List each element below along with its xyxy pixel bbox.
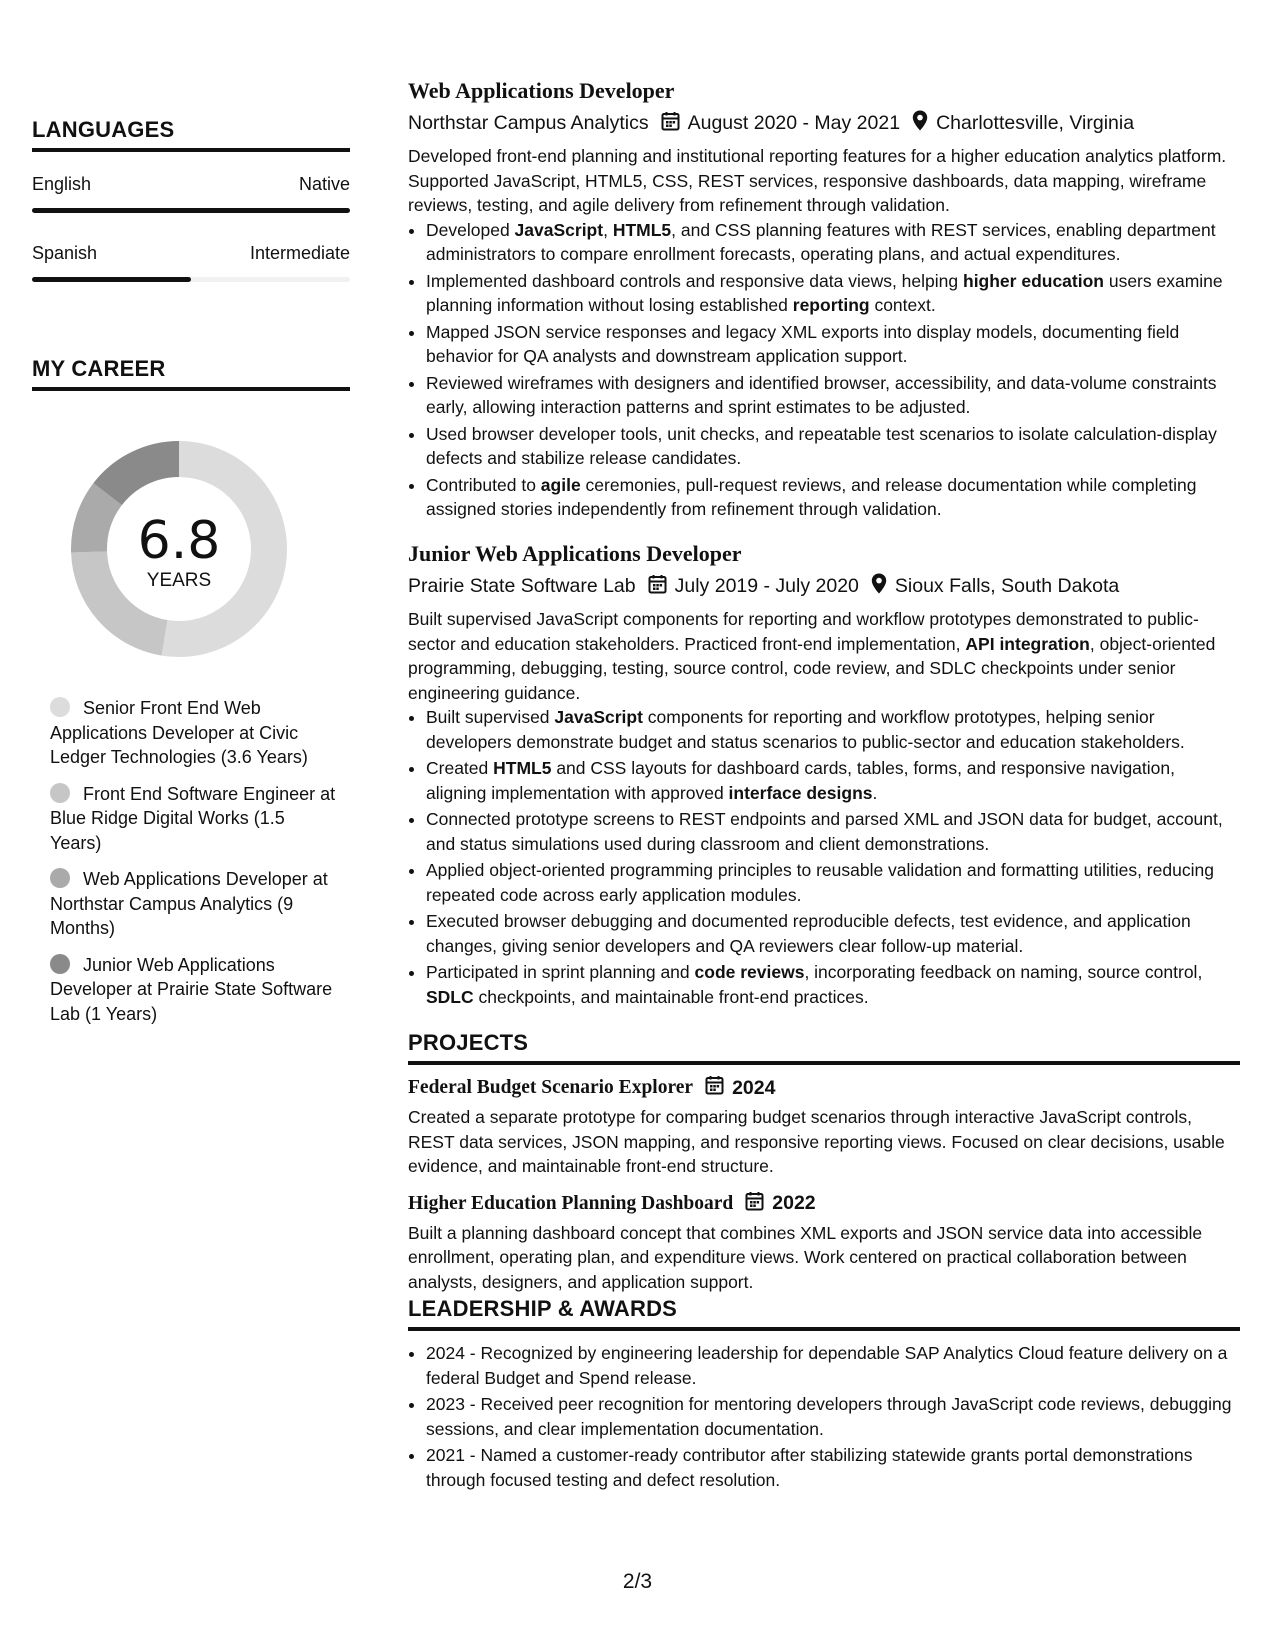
project-description: Created a separate prototype for comparing budget scenarios through interactive JavaScript controls, REST data services, JSON mapping, and responsive reporting views. Focused on clear decisions, usable evidence, and maintainable front-end structure. bbox=[408, 1107, 1225, 1176]
legend-dot bbox=[50, 783, 70, 803]
bullet-item: • Created HTML5 and CSS layouts for dashboard cards, tables, forms, and responsive navigation, aligning implementation with approved interface designs. bbox=[426, 756, 1240, 805]
job-description: Developed front-end planning and institutional reporting features for a higher education analytics platform. Supported JavaScript, HTML5, CSS, REST services, responsive dashboards, data mapping, wireframe reviews, testing, and agile delivery from refinement through validation. bbox=[408, 146, 1227, 215]
job-bullets bbox=[408, 218, 1240, 522]
bullet-item: • Mapped JSON service responses and legacy XML exports into display models, documenting field behavior for QA analysts and downstream application support. bbox=[426, 320, 1240, 369]
job-dates: August 2020 - May 2021 bbox=[687, 112, 901, 134]
legend-item bbox=[50, 782, 340, 856]
language-proficiency-fill bbox=[32, 208, 350, 213]
project-name: Federal Budget Scenario Explorer bbox=[408, 1077, 694, 1098]
bullet-item: • Built supervised JavaScript components for reporting and workflow prototypes, helping senior developers demonstrate budget and status scenarios to public-sector and education stakeholders. bbox=[426, 705, 1240, 754]
bullet-item: • Reviewed wireframes with designers and identified browser, accessibility, and data-volume constraints early, allowing interaction patterns and sprint estimates to be adjusted. bbox=[426, 371, 1240, 420]
page-number: 2/3 bbox=[622, 1570, 653, 1593]
projects-section bbox=[408, 1030, 1240, 1294]
job-company: Northstar Campus Analytics bbox=[408, 112, 649, 134]
job-location: Charlottesville, Virginia bbox=[936, 112, 1135, 134]
job-entry bbox=[408, 78, 1240, 524]
legend-item bbox=[50, 953, 340, 1027]
language-proficiency-fill bbox=[32, 277, 191, 282]
bullet-item: • Applied object-oriented programming principles to reusable validation and formatting utilities, reducing repeated code across early application modules. bbox=[426, 858, 1240, 907]
bullet-item: • Implemented dashboard controls and responsive data views, helping higher education users examine planning information without losing established reporting context. bbox=[426, 269, 1240, 318]
job-title: Web Applications Developer bbox=[408, 78, 675, 103]
calendar-icon bbox=[661, 111, 680, 137]
language-name: English bbox=[32, 174, 92, 194]
job-company: Prairie State Software Lab bbox=[408, 575, 636, 597]
job-description: Built supervised JavaScript components for reporting and workflow prototypes demonstrated to public-sector and education stakeholders. Practiced front-end implementation, API integration, object-oriented programming, debugging, testing, source control, code review, and SDLC checkpoints under senior engineering guidance. bbox=[408, 609, 1216, 703]
job-bullets bbox=[408, 705, 1240, 1009]
language-level: Native bbox=[298, 174, 350, 194]
awards-list bbox=[408, 1341, 1240, 1492]
job-title: Junior Web Applications Developer bbox=[408, 541, 742, 566]
bullet-item: • Participated in sprint planning and code reviews, incorporating feedback on naming, source control, SDLC checkpoints, and maintainable front-end practices. bbox=[426, 960, 1240, 1009]
legend-item bbox=[50, 696, 340, 770]
legend-item bbox=[50, 867, 340, 941]
languages-title: LANGUAGES bbox=[32, 117, 350, 152]
legend-label: Senior Front End Web Applications Developer at Civic Ledger Technologies (3.6 Years) bbox=[50, 698, 308, 767]
language-level: Intermediate bbox=[249, 243, 350, 263]
awards-title: LEADERSHIP & AWARDS bbox=[408, 1296, 1240, 1331]
career-title: MY CAREER bbox=[32, 356, 350, 391]
language-proficiency-bar bbox=[32, 208, 350, 213]
job-meta bbox=[408, 110, 1240, 137]
job-meta bbox=[408, 573, 1240, 600]
project-name: Higher Education Planning Dashboard bbox=[408, 1192, 734, 1214]
career-donut-chart bbox=[66, 436, 292, 662]
projects-title: PROJECTS bbox=[408, 1030, 1240, 1065]
project-year: 2022 bbox=[772, 1192, 816, 1214]
legend-label: Web Applications Developer at Northstar Campus Analytics (9 Months) bbox=[50, 869, 328, 938]
project-description: Built a planning dashboard concept that combines XML exports and JSON service data into accessible enrollment, operating plan, and expenditure views. Work centered on practical collaboration between analysts, designers, and application support. bbox=[408, 1222, 1203, 1292]
project-item bbox=[408, 1191, 1240, 1295]
bullet-item: • Connected prototype screens to REST endpoints and parsed XML and JSON data for budget, account, and status simulations used during classroom and client demonstrations. bbox=[426, 807, 1240, 856]
project-year: 2024 bbox=[732, 1076, 776, 1099]
map-pin-icon bbox=[912, 110, 928, 137]
bullet-item: • Used browser developer tools, unit checks, and repeatable test scenarios to isolate calculation-display defects and stabilize release candidates. bbox=[426, 422, 1240, 471]
legend-label: Junior Web Applications Developer at Prairie State Software Lab (1 Years) bbox=[50, 954, 333, 1024]
bullet-item: • 2021 - Named a customer-ready contributor after stabilizing statewide grants portal demonstrations through focused testing and defect resolution. bbox=[426, 1443, 1240, 1492]
job-entry bbox=[408, 541, 1240, 1011]
language-spanish bbox=[32, 243, 350, 282]
calendar-icon bbox=[705, 1075, 724, 1101]
legend-dot bbox=[50, 697, 70, 717]
bullet-item: • 2023 - Received peer recognition for mentoring developers through JavaScript code reviews, debugging sessions, and clear implementation documentation. bbox=[426, 1392, 1240, 1441]
language-proficiency-bar bbox=[32, 277, 350, 282]
job-location: Sioux Falls, South Dakota bbox=[894, 575, 1120, 597]
language-english bbox=[32, 174, 350, 213]
career-legend bbox=[50, 696, 340, 1038]
map-pin-icon bbox=[871, 573, 887, 600]
legend-dot bbox=[50, 954, 70, 974]
bullet-item: • 2024 - Recognized by engineering leadership for dependable SAP Analytics Cloud feature delivery on a federal Budget and Spend release. bbox=[426, 1341, 1240, 1390]
language-name: Spanish bbox=[32, 243, 98, 263]
calendar-icon bbox=[648, 574, 667, 600]
career-total-unit: YEARS bbox=[146, 570, 212, 591]
legend-label: Front End Software Engineer at Blue Ridge Digital Works (1.5 Years) bbox=[50, 783, 336, 853]
project-item bbox=[408, 1075, 1240, 1179]
bullet-item: • Developed JavaScript, HTML5, and CSS planning features with REST services, enabling department administrators to compare enrollment forecasts, operating plans, and actual expenditures. bbox=[426, 218, 1240, 267]
job-dates: July 2019 - July 2020 bbox=[674, 575, 859, 597]
awards-section bbox=[408, 1296, 1240, 1494]
calendar-icon bbox=[745, 1191, 764, 1217]
legend-dot bbox=[50, 868, 70, 888]
bullet-item: • Contributed to agile ceremonies, pull-request reviews, and release documentation while completing assigned stories independently from refinement through validation. bbox=[426, 473, 1240, 522]
career-total-value: 6.8 bbox=[137, 511, 221, 571]
bullet-item: • Executed browser debugging and documented reproducible defects, test evidence, and application changes, giving senior developers and QA reviewers clear follow-up material. bbox=[426, 909, 1240, 958]
